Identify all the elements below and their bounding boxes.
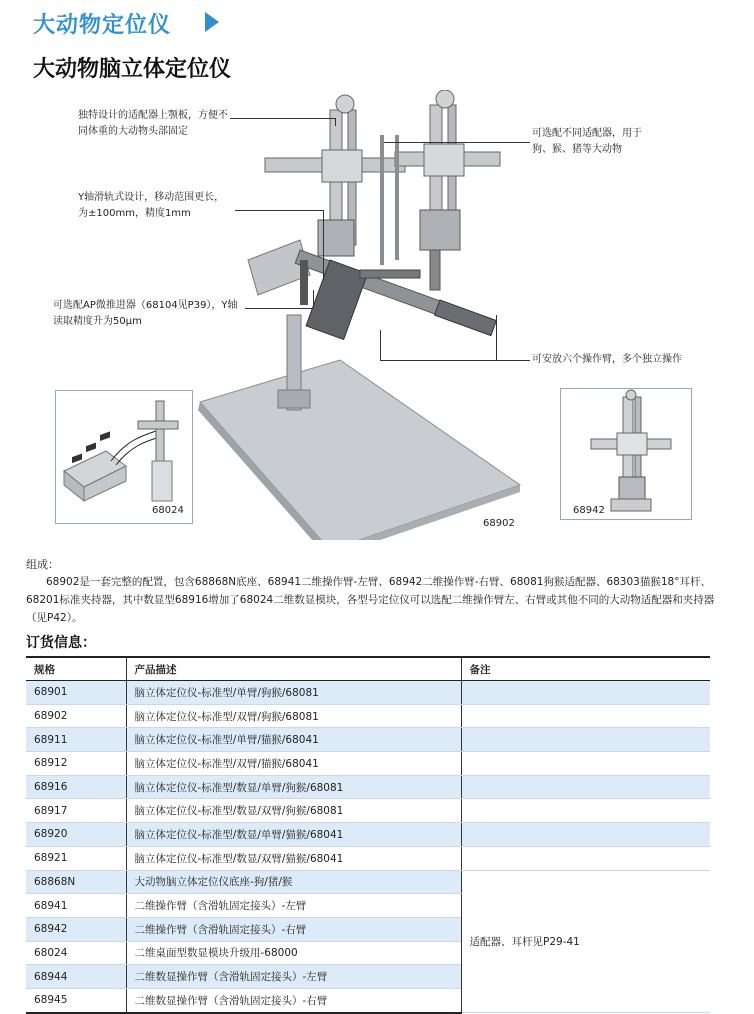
leader-line — [323, 210, 324, 280]
column-header-spec: 规格 — [26, 657, 126, 681]
cell-description: 二维数显操作臂（含滑轨固定接头）-右臂 — [126, 988, 461, 1012]
cell-description: 脑立体定位仪-标准型/数显/单臂/猫猴/68041 — [126, 823, 461, 847]
leader-line — [380, 330, 381, 360]
cell-code: 68921 — [26, 846, 126, 870]
cell-description: 大动物脑立体定位仪底座-狗/猪/猴 — [126, 870, 461, 894]
table-row — [26, 752, 710, 776]
callout-ap-microdrive: 可选配AP微推进器（68104见P39），Y轴读取精度升为50μm — [53, 300, 238, 327]
leader-line — [335, 118, 336, 126]
cell-note-merged: 适配器、耳杆见P29-41 — [461, 870, 710, 1013]
leader-line — [313, 290, 314, 308]
cell-description: 脑立体定位仪-标准型/双臂/狗猴/68081 — [126, 704, 461, 728]
table-header-row — [26, 657, 710, 681]
cell-note — [461, 681, 710, 705]
leader-line — [230, 118, 335, 119]
cell-description: 二维操作臂（含滑轨固定接头）-左臂 — [126, 894, 461, 918]
order-heading: 订货信息： — [26, 635, 96, 651]
digital-module-image — [56, 391, 192, 523]
section-title: 大动物定位仪 — [33, 13, 172, 38]
leader-line — [496, 315, 497, 360]
cell-description: 二维数显操作臂（含滑轨固定接头）-左臂 — [126, 965, 461, 989]
table-row — [26, 775, 710, 799]
table-row — [26, 728, 710, 752]
callout-adapter-plate: 独特设计的适配器上颚板，方便不同体重的大动物头部固定 — [78, 110, 228, 137]
cell-note — [461, 704, 710, 728]
composition-text: 68902是一套完整的配置，包含68868N底座、68941二维操作臂-左臂、68942二维操作臂-右臂、68081狗猴适配器、68303猫猴18°耳杆、68201标准夹持器，其中数显型68916增加了68024二维数显模块，各型号定位仪可以选配二维操作臂左、右臂或其他不同的大动物适配器和夹持器（见P42）。 — [26, 576, 715, 624]
cell-description: 脑立体定位仪-标准型/数显/单臂/狗猴/68081 — [126, 775, 461, 799]
callout-six-arms: 可安放六个操作臂，多个独立操作 — [532, 354, 682, 365]
column-header-note: 备注 — [461, 657, 710, 681]
cell-code: 68902 — [26, 704, 126, 728]
main-figure-label: 68902 — [483, 518, 515, 529]
inset-68942 — [560, 388, 692, 520]
cell-note — [461, 752, 710, 776]
cell-note — [461, 799, 710, 823]
cell-code: 68868N — [26, 870, 126, 894]
cell-code: 68942 — [26, 917, 126, 941]
leader-line — [384, 142, 530, 143]
table-row — [26, 799, 710, 823]
cell-code: 68917 — [26, 799, 126, 823]
product-figure — [0, 90, 754, 540]
table-row — [26, 704, 710, 728]
cell-code: 68911 — [26, 728, 126, 752]
cell-description: 二维桌面型数显模块升级用-68000 — [126, 941, 461, 965]
table-row — [26, 823, 710, 847]
cell-code: 68941 — [26, 894, 126, 918]
cell-description: 脑立体定位仪-标准型/数显/双臂/狗猴/68081 — [126, 799, 461, 823]
inset-68024 — [55, 390, 193, 524]
cell-description: 二维操作臂（含滑轨固定接头）-右臂 — [126, 917, 461, 941]
composition-heading: 组成： — [26, 558, 59, 571]
leader-line — [380, 360, 530, 361]
leader-line — [245, 308, 313, 309]
callout-adapters: 可选配不同适配器，用于狗、猴、猪等大动物 — [532, 128, 642, 155]
cell-code: 68944 — [26, 965, 126, 989]
cell-code: 68916 — [26, 775, 126, 799]
cell-code: 68901 — [26, 681, 126, 705]
column-header-description: 产品描述 — [126, 657, 461, 681]
cell-description: 脑立体定位仪-标准型/单臂/猫猴/68041 — [126, 728, 461, 752]
cell-code: 68945 — [26, 988, 126, 1012]
cell-note — [461, 775, 710, 799]
leader-line — [235, 210, 323, 211]
order-table — [26, 656, 710, 1014]
cell-note — [461, 846, 710, 870]
cell-description: 脑立体定位仪-标准型/单臂/狗猴/68081 — [126, 681, 461, 705]
table-row — [26, 681, 710, 705]
cell-note — [461, 728, 710, 752]
cell-note — [461, 823, 710, 847]
cell-description: 脑立体定位仪-标准型/数显/双臂/猫猴/68041 — [126, 846, 461, 870]
cell-code: 68912 — [26, 752, 126, 776]
cell-description: 脑立体定位仪-标准型/双臂/猫猴/68041 — [126, 752, 461, 776]
inset-left-label: 68024 — [152, 505, 184, 516]
cell-code: 68920 — [26, 823, 126, 847]
cell-code: 68024 — [26, 941, 126, 965]
page-title: 大动物脑立体定位仪 — [33, 57, 232, 82]
table-row — [26, 870, 710, 894]
section-arrow-icon — [205, 12, 219, 32]
manipulator-arm-image — [561, 389, 691, 519]
inset-right-label: 68942 — [573, 505, 605, 516]
callout-y-rail: Y轴滑轨式设计，移动范围更长，为±100mm，精度1mm — [78, 192, 225, 219]
table-row — [26, 846, 710, 870]
